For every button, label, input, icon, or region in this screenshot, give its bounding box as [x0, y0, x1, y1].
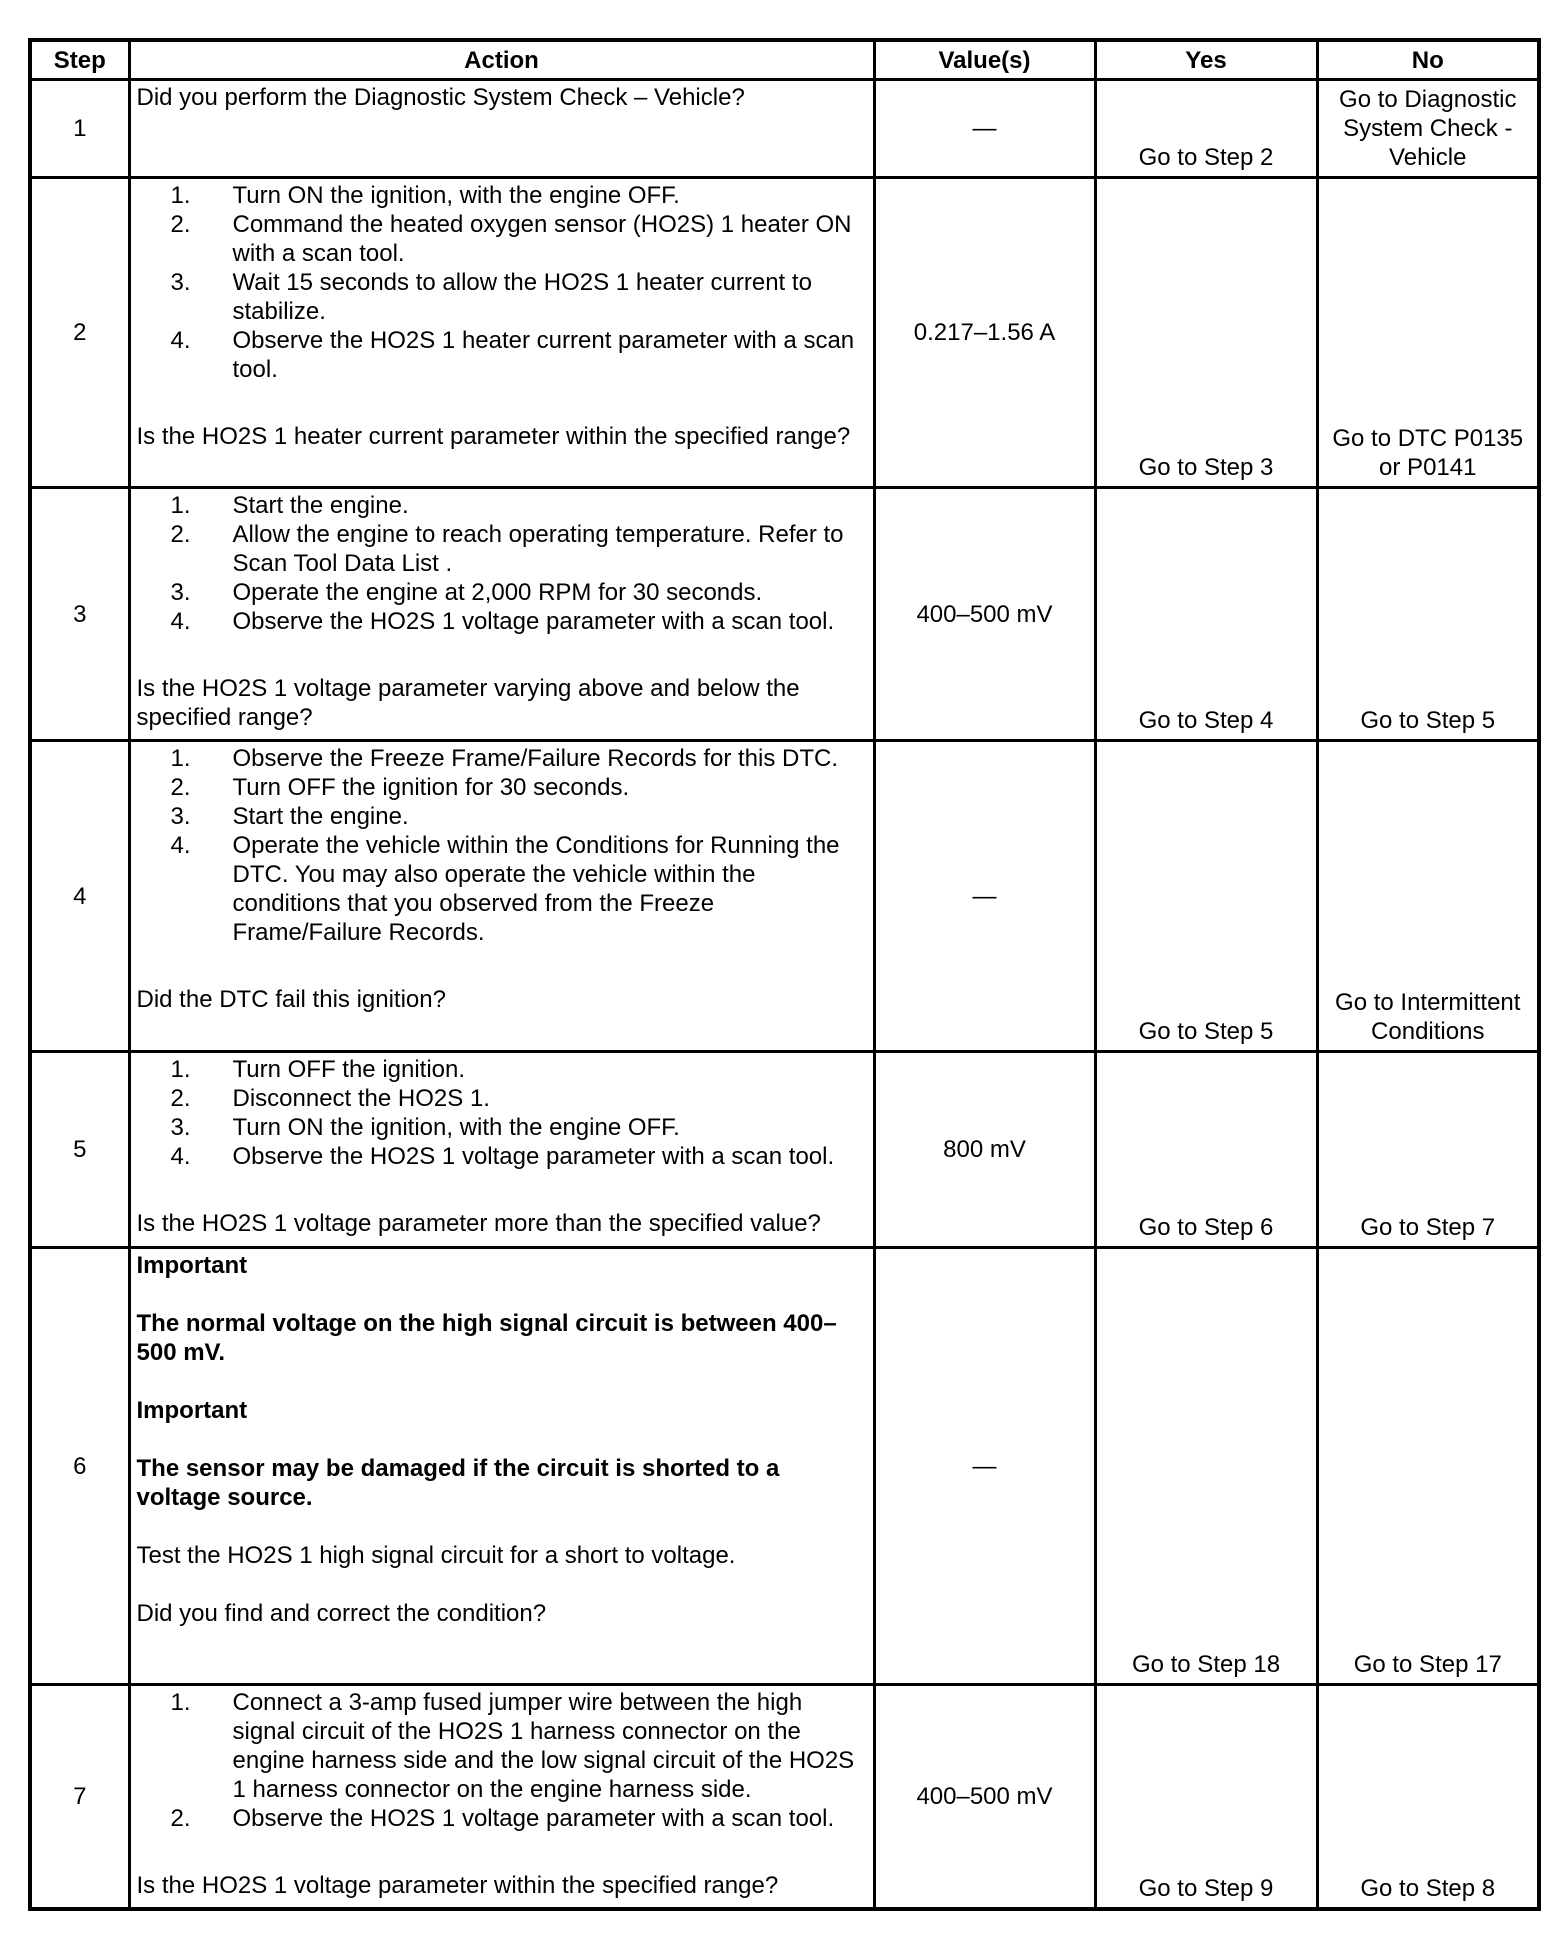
list-item: 2. Disconnect the HO2S 1. [170, 1085, 490, 1112]
table-row [30, 1248, 1539, 1685]
list-item: 4. Observe the HO2S 1 heater current parameter with a scan tool. [170, 327, 855, 383]
list-item: 2. Observe the HO2S 1 voltage parameter with a scan tool. [170, 1805, 835, 1832]
yes-cell: Go to Step 5 [1095, 741, 1317, 1052]
no-cell: Go to Step 17 [1317, 1248, 1539, 1685]
yes-cell: Go to Step 6 [1095, 1052, 1317, 1248]
table-row [30, 178, 1539, 488]
list-item: 3. Wait 15 seconds to allow the HO2S 1 heater current to stabilize. [170, 269, 812, 325]
no-cell: Go to DTC P0135 or P0141 [1317, 178, 1539, 488]
step-number: 7 [30, 1685, 129, 1909]
table-row [30, 1685, 1539, 1909]
header-action: Action [129, 40, 874, 80]
action-question: Is the HO2S 1 voltage parameter more than the specified value? [136, 1210, 821, 1237]
action-cell [129, 178, 874, 488]
list-item: 4. Observe the HO2S 1 voltage parameter with a scan tool. [170, 608, 835, 635]
list-item: 1. Turn ON the ignition, with the engine OFF. [170, 182, 680, 209]
action-question: Is the HO2S 1 heater current parameter within the specified range? [136, 423, 851, 450]
no-cell: Go to Step 7 [1317, 1052, 1539, 1248]
action-question: Is the HO2S 1 voltage parameter within the specified range? [136, 1872, 779, 1899]
table-row [30, 1052, 1539, 1248]
action-cell [129, 80, 874, 178]
value-cell: — [874, 741, 1095, 1052]
no-cell: Go to Diagnostic System Check - Vehicle [1317, 80, 1539, 178]
list-item: 2. Turn OFF the ignition for 30 seconds. [170, 774, 630, 801]
header-step: Step [30, 40, 129, 80]
yes-cell: Go to Step 4 [1095, 488, 1317, 741]
header-no: No [1317, 40, 1539, 80]
important-note: The sensor may be damaged if the circuit is shorted to a voltage source. [136, 1455, 780, 1511]
procedure-list [137, 181, 867, 384]
table-row [30, 488, 1539, 741]
value-cell: 400–500 mV [874, 1685, 1095, 1909]
action-question: Did you perform the Diagnostic System Check – Vehicle? [136, 84, 745, 111]
procedure-list [137, 1055, 867, 1171]
action-cell [129, 488, 874, 741]
action-question: Did the DTC fail this ignition? [136, 986, 446, 1013]
important-note: The normal voltage on the high signal circuit is between 400–500 mV. [136, 1310, 837, 1366]
diagnostic-table [28, 38, 1541, 1911]
value-cell: 0.217–1.56 A [874, 178, 1095, 488]
procedure-list [137, 1688, 867, 1833]
list-item: 1. Observe the Freeze Frame/Failure Records for this DTC. [170, 745, 839, 772]
action-cell [129, 1685, 874, 1909]
step-number: 1 [30, 80, 129, 178]
diagnostic-page [28, 38, 1537, 1911]
list-item: 3. Start the engine. [170, 803, 409, 830]
procedure-list [137, 744, 867, 947]
procedure-list [137, 491, 867, 636]
yes-cell: Go to Step 18 [1095, 1248, 1317, 1685]
action-cell [129, 741, 874, 1052]
list-item: 1. Turn OFF the ignition. [170, 1056, 466, 1083]
important-label: Important [136, 1397, 248, 1424]
action-question: Did you find and correct the condition? [136, 1600, 547, 1627]
list-item: 3. Turn ON the ignition, with the engine OFF. [170, 1114, 680, 1141]
table-row [30, 80, 1539, 178]
yes-cell: Go to Step 3 [1095, 178, 1317, 488]
action-cell [129, 1052, 874, 1248]
step-number: 2 [30, 178, 129, 488]
no-cell: Go to Step 8 [1317, 1685, 1539, 1909]
list-item: 1. Start the engine. [170, 492, 409, 519]
step-number: 4 [30, 741, 129, 1052]
no-cell: Go to Step 5 [1317, 488, 1539, 741]
action-question: Is the HO2S 1 voltage parameter varying above and below the specified range? [136, 675, 800, 731]
step-number: 3 [30, 488, 129, 741]
no-cell: Go to Intermittent Conditions [1317, 741, 1539, 1052]
list-item: 2. Command the heated oxygen sensor (HO2S) 1 heater ON with a scan tool. [170, 211, 852, 267]
action-instruction: Test the HO2S 1 high signal circuit for a short to voltage. [136, 1542, 736, 1569]
important-label: Important [136, 1252, 248, 1279]
list-item: 2. Allow the engine to reach operating temperature. Refer to Scan Tool Data List . [170, 521, 844, 577]
yes-cell: Go to Step 2 [1095, 80, 1317, 178]
header-row [30, 40, 1539, 80]
value-cell: — [874, 1248, 1095, 1685]
list-item: 4. Operate the vehicle within the Conditions for Running the DTC. You may also operate the vehicle within the conditions that you observed from the Freeze Frame/Failure Records. [170, 832, 840, 946]
table-row [30, 741, 1539, 1052]
value-cell: 400–500 mV [874, 488, 1095, 741]
action-cell [129, 1248, 874, 1685]
value-cell: — [874, 80, 1095, 178]
value-cell: 800 mV [874, 1052, 1095, 1248]
list-item: 4. Observe the HO2S 1 voltage parameter with a scan tool. [170, 1143, 835, 1170]
step-number: 6 [30, 1248, 129, 1685]
header-value: Value(s) [874, 40, 1095, 80]
header-yes: Yes [1095, 40, 1317, 80]
list-item: 3. Operate the engine at 2,000 RPM for 30 seconds. [170, 579, 763, 606]
yes-cell: Go to Step 9 [1095, 1685, 1317, 1909]
step-number: 5 [30, 1052, 129, 1248]
list-item: 1. Connect a 3-amp fused jumper wire between the high signal circuit of the HO2S 1 harness connector on the engine harness side and the low signal circuit of the HO2S 1 harness connector on the engine harness side. [170, 1689, 855, 1803]
